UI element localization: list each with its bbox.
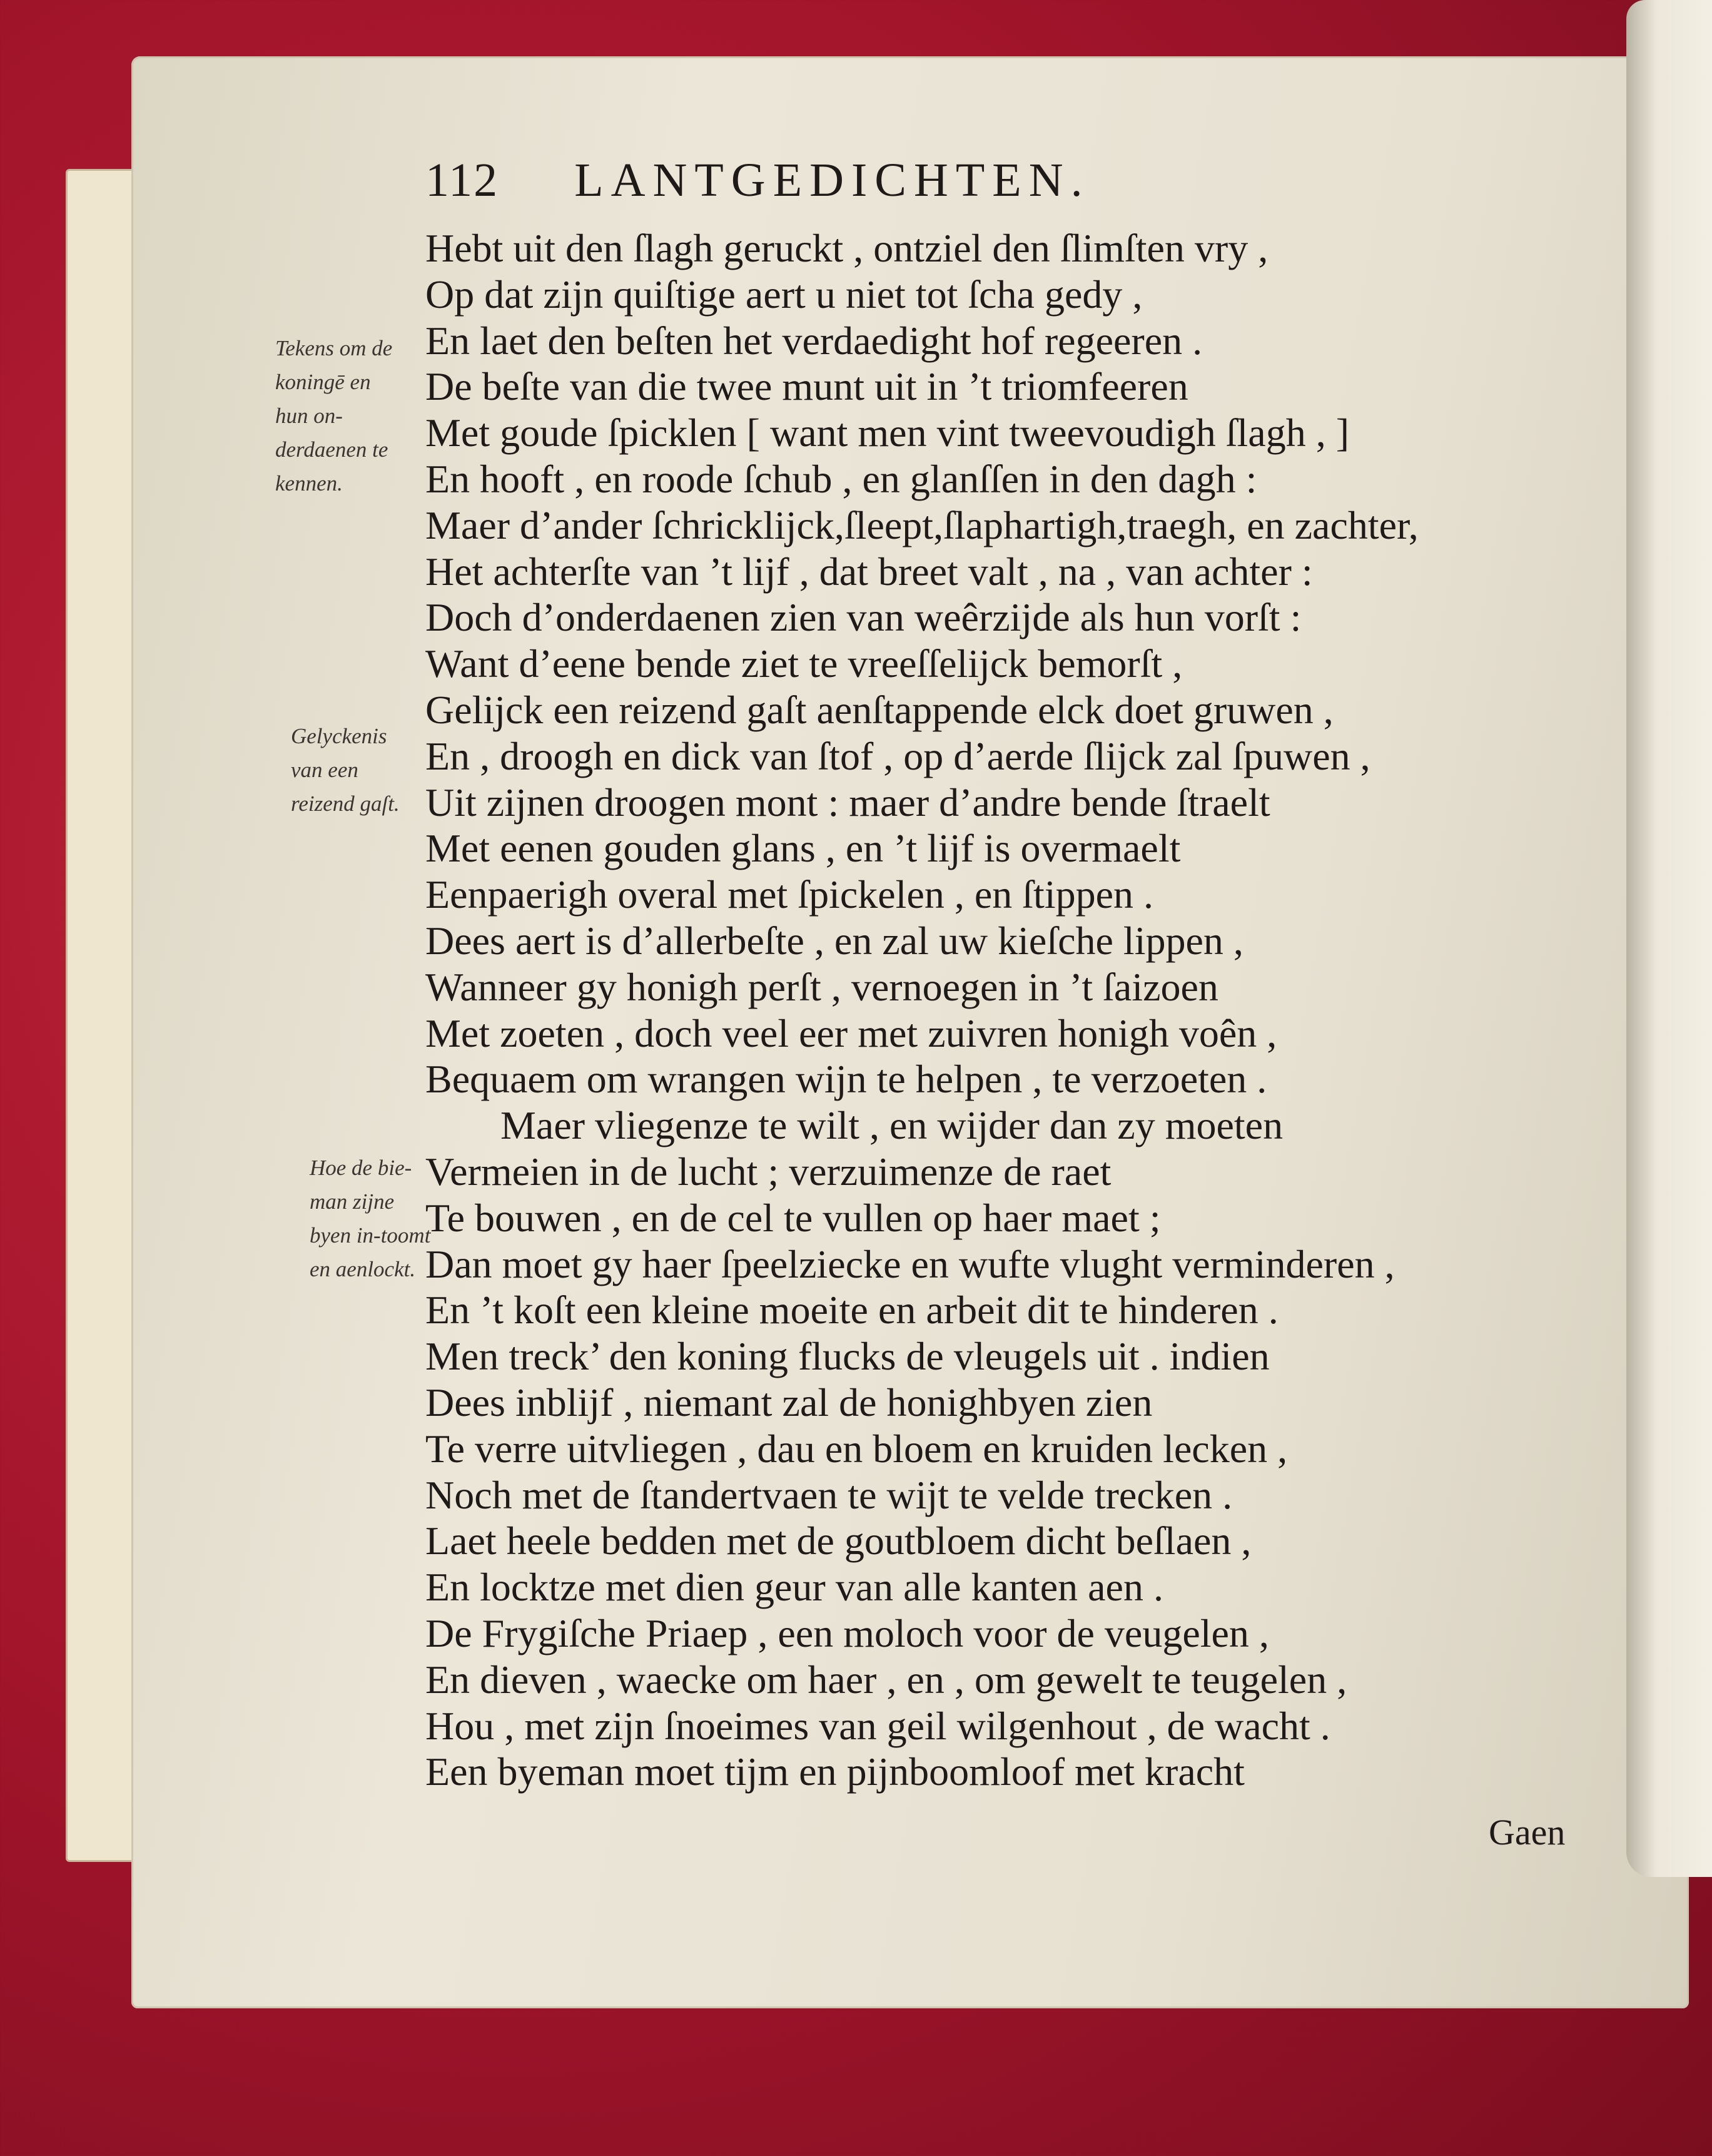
page-header: [425, 153, 1364, 208]
poem-line: Vermeien in de lucht ; verzuimenze de raet: [425, 1149, 1112, 1194]
poem-line: Eenpaerigh overal met ſpickelen , en ſtippen .: [425, 872, 1153, 917]
poem-line: Noch met de ſtandertvaen te wijt te velde trecken .: [425, 1472, 1233, 1517]
margin-note: Hoe de bie-man zijne byen in-toomt en aenlockt.: [310, 1156, 431, 1281]
margin-note: Tekens om de koningē en hun on-derdaenen te kennen.: [275, 336, 393, 496]
poem-line: Want d’eene bende ziet te vreeſſelijck bemorſt ,: [425, 641, 1183, 686]
poem-line: Wanneer gy honigh perſt , vernoegen in ’t ſaizoen: [425, 964, 1218, 1009]
poem-line: Uit zijnen droogen mont : maer d’andre bende ſtraelt: [425, 780, 1270, 825]
poem-line: Het achterſte van ’t lijf , dat breet valt , na , van achter :: [425, 549, 1313, 594]
poem-line: Met goude ſpicklen [ want men vint tweevoudigh ſlagh , ]: [425, 410, 1349, 455]
poem-line: De beſte van die twee munt uit in ’t triomfeeren: [425, 364, 1188, 409]
poem-line: En laet den beſten het verdaedight hof regeeren .: [425, 318, 1203, 363]
poem-line: Maer d’ander ſchricklijck,ſleept,ſlaphartigh,traegh, en zachter,: [425, 502, 1419, 547]
poem-line: Te bouwen , en de cel te vullen op haer maet ;: [425, 1195, 1161, 1240]
poem-line: Maer vliegenze te wilt , en wijder dan zy moeten: [500, 1103, 1284, 1148]
poem-line: En , droogh en dick van ſtof , op d’aerde ſlijck zal ſpuwen ,: [425, 733, 1370, 778]
poem-line: Op dat zijn quiſtige aert u niet tot ſcha gedy ,: [425, 272, 1143, 317]
poem-line: Te verre uitvliegen , dau en bloem en kruiden lecken ,: [425, 1426, 1288, 1471]
poem-line: Gelijck een reizend gaſt aenſtappende elck doet gruwen ,: [425, 687, 1334, 732]
running-title: LANTGEDICHTEN.: [574, 154, 1090, 206]
poem-line: En dieven , waecke om haer , en , om gewelt te teugelen ,: [425, 1657, 1347, 1702]
poem-line: Dees inblijf , niemant zal de honighbyen zien: [425, 1380, 1153, 1425]
poem-line: Hou , met zijn ſnoeimes van geil wilgenhout , de wacht .: [425, 1703, 1330, 1748]
poem-line: En ’t koſt een kleine moeite en arbeit dit te hinderen .: [425, 1288, 1279, 1333]
poem-line: Doch d’onderdaenen zien van weêrzijde als hun vorſt :: [425, 595, 1302, 640]
poem-line: Laet heele bedden met de goutbloem dicht beſlaen ,: [425, 1518, 1252, 1564]
poem-line: Een byeman moet tijm en pijnboomloof met kracht: [425, 1749, 1245, 1794]
poem-line: Met eenen gouden glans , en ’t lijf is overmaelt: [425, 826, 1181, 871]
poem-line: En locktze met dien geur van alle kanten aen .: [425, 1565, 1163, 1610]
poem-line: Bequaem om wrangen wijn te helpen , te verzoeten .: [425, 1057, 1267, 1102]
page-number: 112: [425, 154, 499, 206]
margin-note: Gelyckenis van een reizend gaſt.: [291, 724, 400, 816]
poem-line: De Frygiſche Priaep , een moloch voor de veugelen ,: [425, 1610, 1269, 1655]
poem-line: Men treck’ den koning flucks de vleugels uit . indien: [425, 1334, 1270, 1379]
catchword: Gaen: [1489, 1812, 1566, 1853]
poem-line: Met zoeten , doch veel eer met zuivren honigh voên ,: [425, 1010, 1277, 1055]
facing-page-edge: [1626, 0, 1712, 1877]
poem-line: Dees aert is d’allerbeſte , en zal uw kieſche lippen ,: [425, 918, 1243, 963]
facing-page-text: [1651, 75, 1712, 125]
poem-line: En hooft , en roode ſchub , en glanſſen in den dagh :: [425, 456, 1257, 501]
poem-line: Hebt uit den ſlagh geruckt , ontziel den ſlimſten vry ,: [425, 226, 1269, 270]
poem-line: Dan moet gy haer ſpeelziecke en wufte vlught verminderen ,: [425, 1241, 1395, 1286]
poem-text: [425, 225, 1614, 1795]
